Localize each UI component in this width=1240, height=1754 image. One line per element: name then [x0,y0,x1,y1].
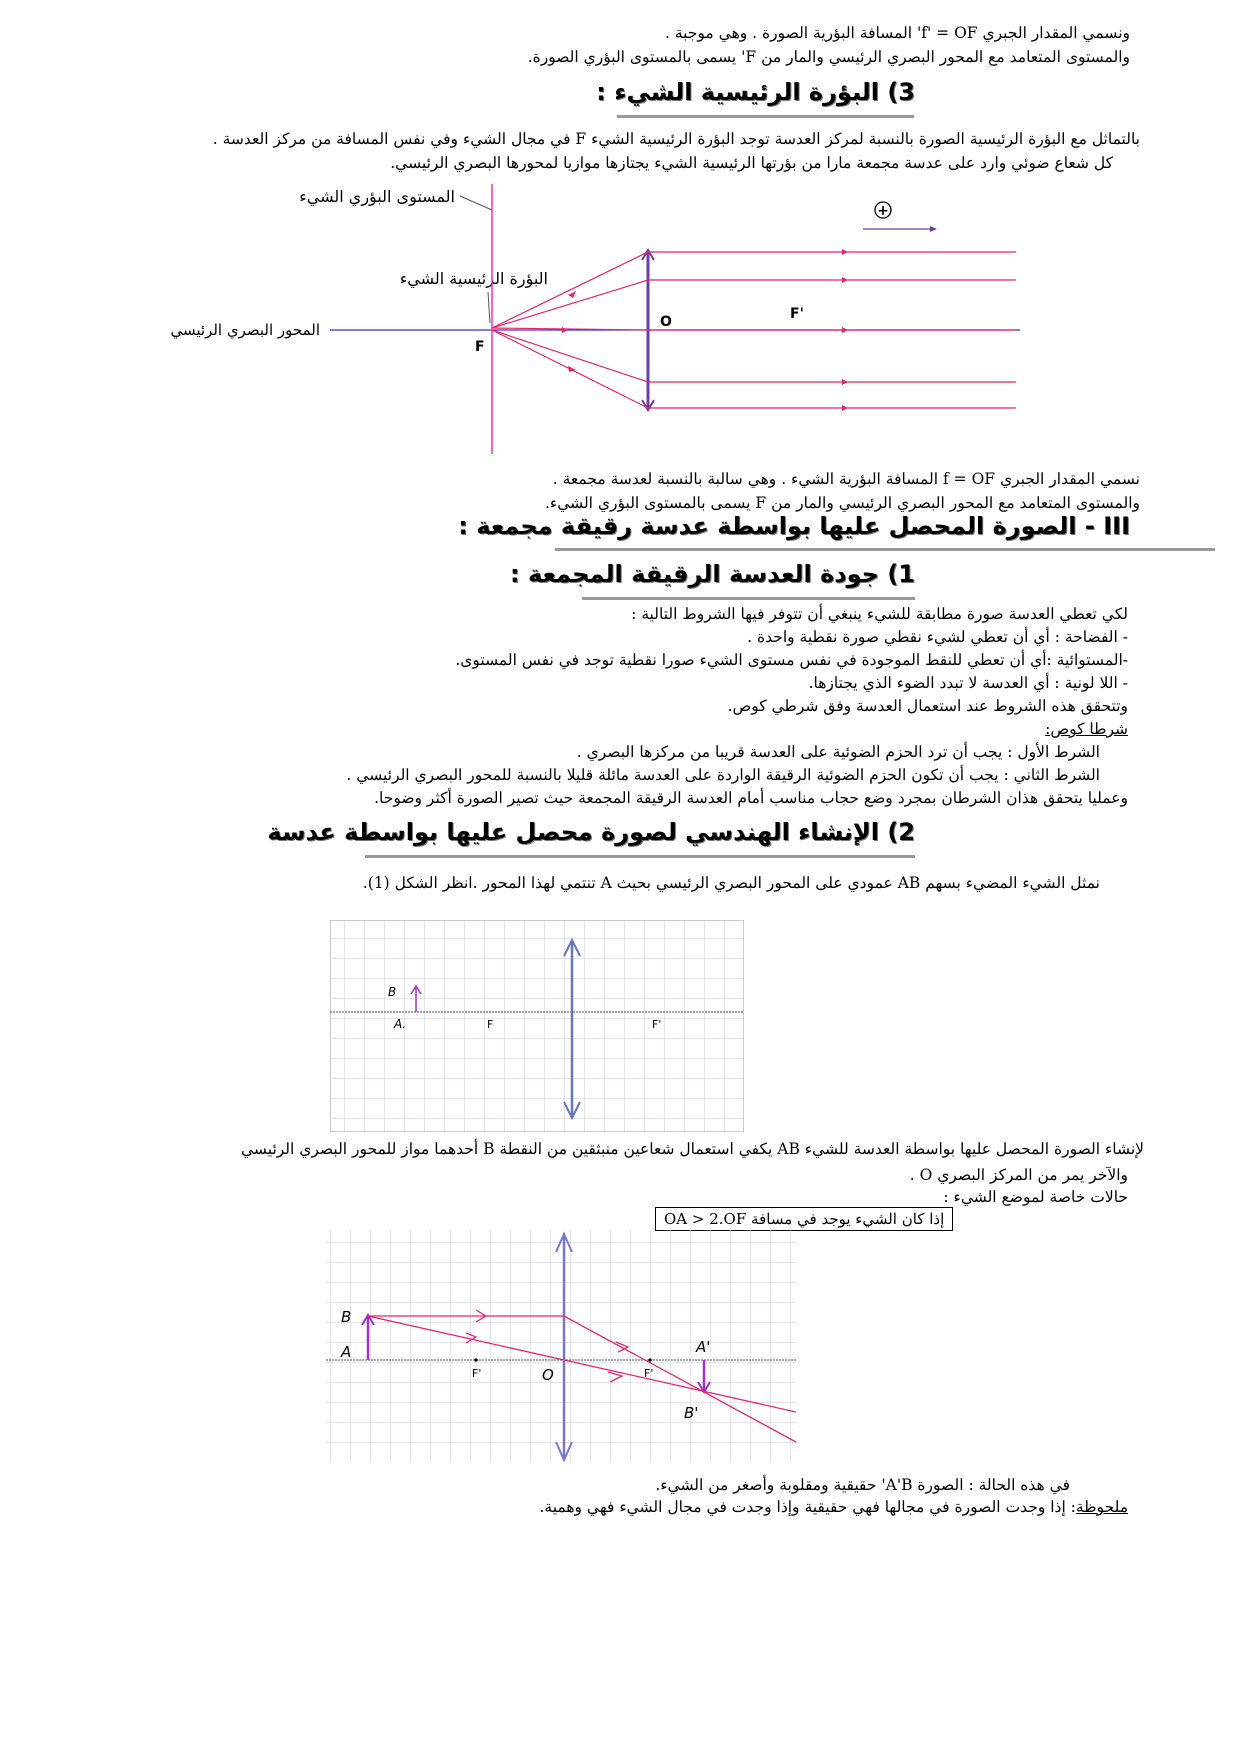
conclusion-line: في هذه الحالة : الصورة A'B' حقيقية ومقلوبة وأصغر من الشيء. [655,1476,1070,1494]
note-line [539,1496,1128,1518]
label-F-prime: F' [790,306,804,322]
label-B-fig3: B [341,1308,352,1326]
special-cases-title: حالات خاصة لموضع الشيء : [943,1188,1128,1206]
figure-1-grid [330,920,744,1132]
label-A-fig1: A. [394,1017,407,1031]
construction-line-2: والآخر يمر من المركز البصري O . [909,1166,1128,1184]
note-label: ملحوظة [1075,1498,1128,1516]
grid-background-fig3 [326,1230,796,1462]
label-Ap-fig3: A' [696,1338,711,1356]
section-1-title: 1) جودة العدسة الرقيقة المجمعة : [509,560,915,588]
label-O-fig3: O [542,1366,554,1384]
label-B-fig1: B [388,985,397,999]
section-2-title: 2) الإنشاء الهندسي لصورة محصل عليها بواسطة عدسة [267,818,915,846]
label-Bp-fig3: B' [684,1404,699,1422]
label-F-fig3: F' [472,1367,482,1380]
label-focal-plane: المستوى البؤري الشيء [299,187,455,206]
construction-line-1: لإنشاء الصورة المحصل عليها بواسطة العدسة للشيء AB يكفي استعمال شعاعين منبثقين من النقطة B أحدهما مواز للمحور البصري الرئيسي [241,1140,1144,1158]
figure-object-focus [140,180,1160,455]
label-A-fig3: A [341,1343,352,1361]
section-2-underline [365,855,915,858]
section-2-intro: نمثل الشيء المضيء بسهم AB عمودي على المحور البصري الرئيسي بحيث A تنتمي لهذا المحور .انظر الشكل (1). [362,874,1100,892]
positive-sign: + [877,203,889,219]
section-III-underline [555,548,1215,551]
label-object-focus: البؤرة الرئيسية الشيء [399,269,548,288]
section-3-underline [617,115,914,118]
section-3-p2: كل شعاع ضوئي وارد على عدسة مجمعة مارا من بؤرتها الرئيسية الشيء يجتازها موازيا لمحورها البصري الرئيسي. [390,154,1113,172]
lens-quality-line-2: - الفضاحة : أي أن تعطي لشيء نقطي صورة نقطية واحدة . [747,628,1128,646]
pointer-arrow-focus [488,292,490,323]
top-line-2: والمستوى المتعامد مع المحور البصري الرئيسي والمار من F' يسمى بالمستوى البؤري الصورة. [527,48,1130,66]
note-text: : إذا وجدت الصورة في مجالها فهي حقيقية وإذا وجدت في مجال الشيء فهي وهمية. [539,1498,1076,1516]
label-Fp-fig1: F' [652,1018,662,1031]
grid-background [330,920,744,1132]
section-3-title: 3) البؤرة الرئيسية الشيء : [596,78,915,106]
gauss-condition-1: الشرط الأول : يجب أن ترد الحزم الضوئية على العدسة قريبا من مركزها البصري . [576,743,1100,761]
figure-image-construction [326,1230,796,1462]
lens-quality-line-1: لكي تعطي العدسة صورة مطابقة للشيء ينبغي أن تتوفر فيها الشروط التالية : [631,605,1128,623]
gauss-conditions-title: شرطا كوص: [1045,720,1128,738]
object-focal-plane-text: والمستوى المتعامد مع المحور البصري الرئيسي والمار من F يسمى بالمستوى البؤري الشيء. [544,494,1140,512]
label-main-axis: المحور البصري الرئيسي [170,321,320,339]
section-1-underline [582,597,915,600]
label-F-fig1: F [487,1018,494,1031]
label-O: O [660,314,672,330]
section-III-title: III - الصورة المحصل عليها بواسطة عدسة رقيقة مجمعة : [458,512,1130,540]
gauss-practice-text: وعمليا يتحقق هذان الشرطان بمجرد وضع حجاب مناسب أمام العدسة الرقيقة المجمعة حيث تصير الصورة أكثر وضوحا. [374,789,1128,807]
lens-quality-line-3: -المستوائية :أي أن تعطي للنقط الموجودة في نفس مستوى الشيء صورا نقطية توجد في نفس المستوى. [455,651,1128,669]
object-focal-distance-text: نسمي المقدار الجبري f = OF المسافة البؤرية الشيء . وهي سالبة بالنسبة لعدسة مجمعة . [552,470,1140,488]
lens-quality-line-4: - اللا لونية : أي العدسة لا تبدد الضوء الذي يجتازها. [808,674,1128,692]
label-Fp-fig3: F' [644,1367,654,1380]
gauss-condition-2: الشرط الثاني : يجب أن تكون الحزم الضوئية الرقيقة الواردة على العدسة مائلة قليلا بالنسبة للمحور البصري الرئيسي . [346,766,1100,784]
section-3-p1: بالتماثل مع البؤرة الرئيسية الصورة بالنسبة لمركز العدسة توجد البؤرة الرئيسية الشيء F في مجال الشيء وفي نفس المسافة من مركز العدسة . [212,130,1140,148]
top-line-1: ونسمي المقدار الجبري f' = OF' المسافة البؤرية الصورة . وهي موجبة . [665,24,1130,42]
case-box: إذا كان الشيء يوجد في مسافة OA > 2.OF [655,1207,953,1231]
label-F: F [475,339,485,355]
pointer-arrow-plane [460,196,492,210]
lens-quality-line-5: وتتحقق هذه الشروط عند استعمال العدسة وفق شرطي كوص. [727,697,1128,715]
